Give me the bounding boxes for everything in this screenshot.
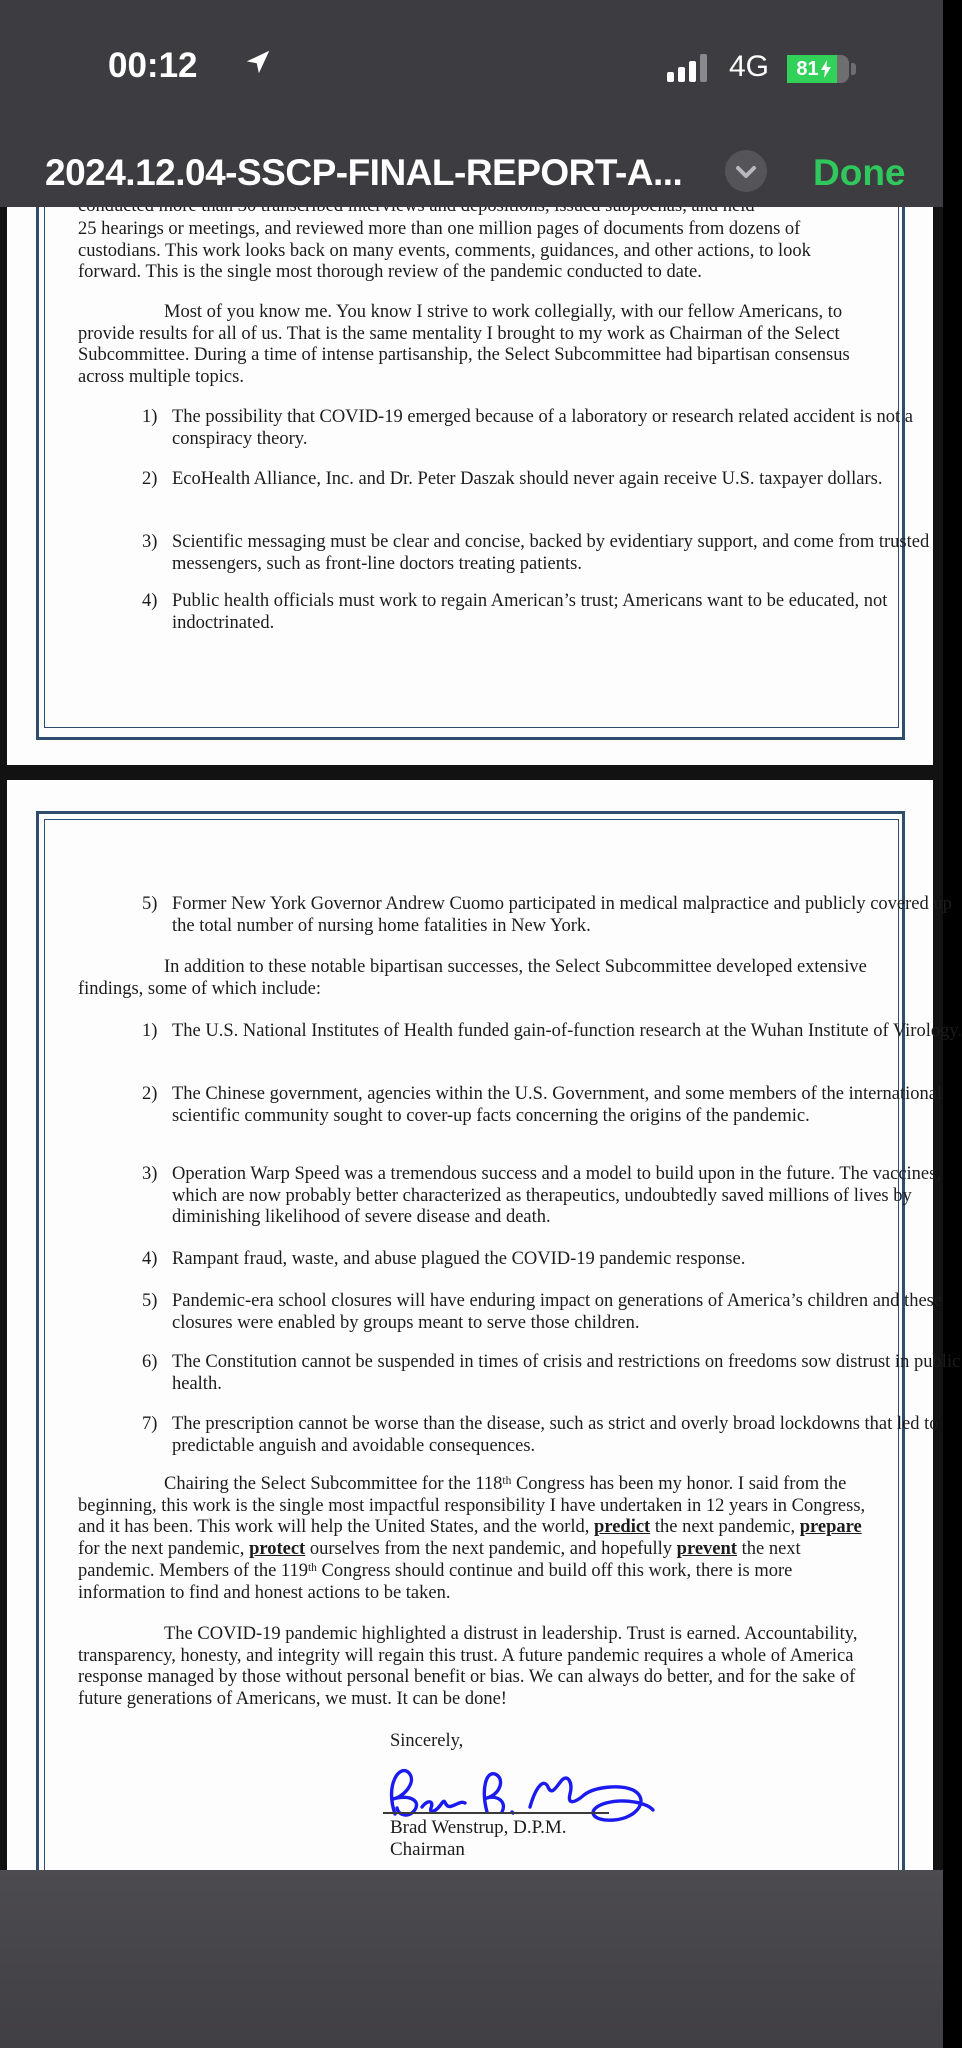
header-bar	[0, 0, 943, 207]
list-item: 4) Rampant fraud, waste, and abuse plagued the COVID-19 pandemic response.	[142, 1249, 746, 1269]
list-number: 5)	[142, 1291, 158, 1311]
signer-name: Brad Wenstrup, D.P.M.	[390, 1817, 567, 1838]
paragraph: The COVID-19 pandemic highlighted a distrust in leadership. Trust is earned. Accountability, transparency, honesty, and integrity will regain this trust. A future pandemic requires a whole of America response managed by those without personal benefit or bias. We can always do better, and for the sake of future generations of Americans, we must. It can be done!	[78, 1624, 858, 1710]
list-item: 1) The possibility that COVID-19 emerged because of a laboratory or research related accident is not a conspiracy theory.	[142, 407, 913, 449]
list-number: 4)	[142, 1249, 158, 1269]
list-number: 2)	[142, 469, 158, 489]
paragraph: Most of you know me. You know I strive to work collegially, with our fellow Americans, to provide results for all of us. That is the same mentality I brought to my work as Chairman of the Select Subcommittee. During a time of intense partisanship, the Select Subcommittee had bipartisan consensus across multiple topics.	[78, 302, 850, 388]
chevron-down-icon	[725, 150, 767, 192]
battery-percent: 81	[796, 57, 819, 80]
signature-line	[383, 1812, 609, 1814]
list-item: 4) Public health officials must work to regain American’s trust; Americans want to be educated, not indoctrinated.	[142, 591, 888, 633]
document-title: 2024.12.04-SSCP-FINAL-REPORT-A...	[45, 152, 683, 193]
sincerely-line: Sincerely,	[390, 1731, 464, 1751]
list-number: 5)	[142, 894, 158, 914]
battery-nub	[851, 63, 856, 75]
paragraph: Chairing the Select Subcommittee for the 118th Congress has been my honor. I said from the beginning, this work is the single most impactful responsibility I have undertaken in 12 years in Congress, and it has been. This work will help the United States, and the world, predict the next pandemic, prepare for the next pandemic, protect ourselves from the next pandemic, and hopefully prevent the next pandemic. Members of the 119th Congress should continue and build off this work, there is more information to find and honest actions to be taken.	[78, 1474, 866, 1603]
status-time: 00:12	[108, 46, 198, 85]
signer-title: Chairman	[390, 1839, 465, 1860]
list-number: 3)	[142, 1164, 158, 1184]
pdf-page-2[interactable]	[7, 780, 962, 1870]
list-number: 7)	[142, 1414, 158, 1434]
list-item: 5) Pandemic-era school closures will have enduring impact on generations of America’s children and these closures were enabled by groups meant to serve those children.	[142, 1291, 943, 1333]
battery-icon	[787, 55, 849, 83]
list-number: 3)	[142, 532, 158, 552]
list-number: 6)	[142, 1352, 158, 1372]
list-item: 5) Former New York Governor Andrew Cuomo participated in medical malpractice and publicly covered up the total number of nursing home fatalities in New York.	[142, 894, 952, 936]
paragraph: In addition to these notable bipartisan successes, the Select Subcommittee developed extensive findings, some of which include:	[78, 957, 867, 999]
list-item: 1) The U.S. National Institutes of Health funded gain-of-function research at the Wuhan Institute of Virology.	[142, 1021, 962, 1041]
list-item: 7) The prescription cannot be worse than the disease, such as strict and overly broad lockdowns that led to predictable anguish and avoidable consequences.	[142, 1414, 939, 1456]
bottom-toolbar	[0, 1870, 943, 2048]
list-number: 1)	[142, 1021, 158, 1041]
done-button[interactable]: Done	[813, 152, 906, 193]
pdf-page-1[interactable]	[7, 207, 933, 765]
network-type-label: 4G	[729, 50, 770, 83]
list-item: 3) Operation Warp Speed was a tremendous success and a model to build upon in the future. The vaccines, which are now probably better characterized as therapeutics, undoubtedly saved millions of lives by diminishing likelihood of severe disease and death.	[142, 1164, 941, 1228]
list-number: 4)	[142, 591, 158, 611]
list-item: 6) The Constitution cannot be suspended in times of crisis and restrictions on freedoms sow distrust in public health.	[142, 1352, 961, 1394]
list-item: 3) Scientific messaging must be clear and concise, backed by evidentiary support, and come from trusted messengers, such as front-line doctors treating patients.	[142, 532, 930, 574]
list-number: 2)	[142, 1084, 158, 1104]
location-arrow-icon	[243, 47, 273, 77]
list-item: 2) EcoHealth Alliance, Inc. and Dr. Peter Daszak should never again receive U.S. taxpayer dollars.	[142, 469, 883, 489]
list-number: 1)	[142, 407, 158, 427]
charging-bolt-icon	[820, 60, 832, 78]
list-item: 2) The Chinese government, agencies within the U.S. Government, and some members of the international scientific community sought to cover-up facts concerning the origins of the pandemic.	[142, 1084, 943, 1126]
title-menu-button[interactable]	[725, 150, 767, 192]
cellular-signal-icon	[667, 54, 715, 82]
paragraph: 25 hearings or meetings, and reviewed more than one million pages of documents from dozens of custodians. This work looks back on many events, comments, guidances, and other actions, to look forward. This is the single most thorough review of the pandemic conducted to date.	[78, 219, 811, 283]
